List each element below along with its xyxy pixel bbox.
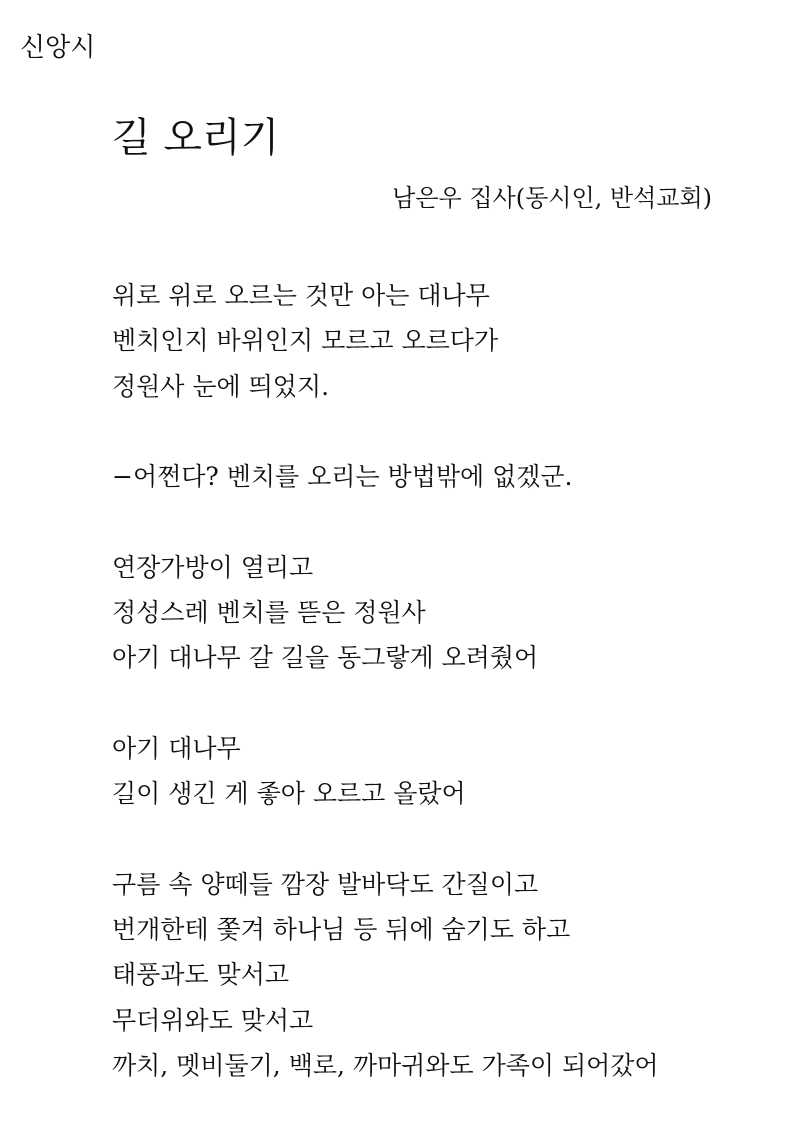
poem-line: 아기 대나무 갈 길을 동그랗게 오려줬어 xyxy=(112,643,539,673)
stanza-break xyxy=(112,681,659,726)
poem-line: 위로 위로 오르는 것만 아는 대나무 xyxy=(112,281,490,310)
poem-line: 까치, 멧비둘기, 백로, 까마귀와도 가족이 되어갔어 xyxy=(112,1051,659,1081)
poem-line: 정성스레 벤치를 뜯은 정원사 xyxy=(112,598,426,628)
poem-line: 길이 생긴 게 좋아 오르고 올랐어 xyxy=(112,779,466,809)
poem-line: 벤치인지 바위인지 모르고 오르다가 xyxy=(112,326,499,356)
stanza-break xyxy=(112,409,659,454)
poem-line: 아기 대나무 xyxy=(112,733,241,763)
poem-line: 무더위와도 맞서고 xyxy=(112,1005,314,1035)
poem-line: −어쩐다? 벤치를 오리는 방법밖에 없겠군. xyxy=(112,462,573,492)
poem-line: 정원사 눈에 띄었지. xyxy=(112,371,330,401)
poem-line: 구름 속 양떼들 깜장 발바닥도 간질이고 xyxy=(112,869,539,899)
poem-body xyxy=(112,273,659,1088)
poem-line: 번개한테 쫓겨 하나님 등 뒤에 숨기도 하고 xyxy=(112,915,571,945)
poem-line: 태풍과도 맞서고 xyxy=(112,960,289,990)
poem-line: 연장가방이 열리고 xyxy=(112,552,314,582)
poem-title: 길 오리기 xyxy=(112,115,280,161)
category-label: 신앙시 xyxy=(20,33,96,63)
poem-author: 남은우 집사(동시인, 반석교회) xyxy=(392,184,712,212)
stanza-break xyxy=(112,817,659,862)
stanza-break xyxy=(112,499,659,544)
